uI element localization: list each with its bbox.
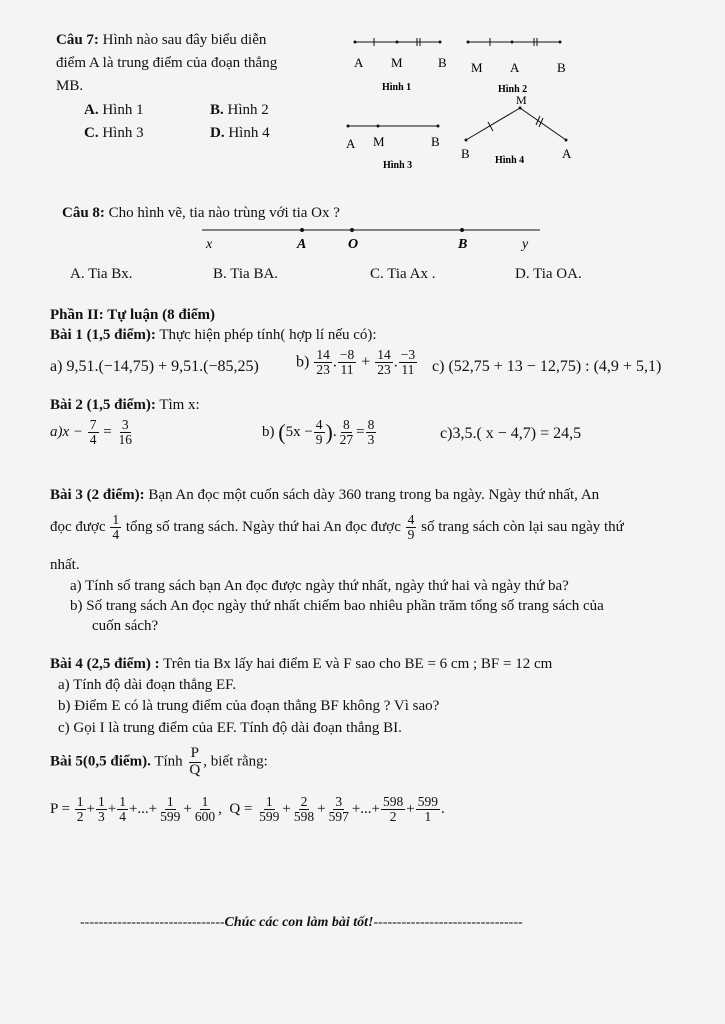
bai2-c-expr: 3,5.( x − 4,7) = 24,5 bbox=[452, 425, 582, 442]
q8-text: Cho hình vẽ, tia nào trùng với tia Ox ? bbox=[108, 205, 340, 221]
fig2-label-m: M bbox=[471, 60, 483, 75]
q7-option-a: A. Hình 1 bbox=[84, 102, 144, 118]
bai4-c: c) Gọi I là trung điểm của EF. Tính độ dài đoạn thẳng BI. bbox=[58, 720, 402, 736]
q7-option-c: C. Hình 3 bbox=[84, 125, 144, 141]
figure-3 bbox=[346, 125, 440, 172]
bai3-line1: Bài 3 (2 điểm): Bạn An đọc một cuốn sách dày 360 trang trong ba ngày. Ngày thứ nhất, An bbox=[50, 487, 600, 503]
q8-label-y: y bbox=[522, 237, 529, 252]
fig2-caption: Hình 2 bbox=[498, 84, 528, 95]
bai1-c-expr: (52,75 + 13 − 12,75) : (4,9 + 5,1) bbox=[448, 358, 662, 375]
q7-line3: MB. bbox=[56, 78, 84, 94]
figure-1 bbox=[354, 38, 448, 93]
fig3-label-m: M bbox=[373, 134, 385, 149]
fig4-label-b: B bbox=[461, 146, 470, 161]
bai4-a: a) Tính độ dài đoạn thẳng EF. bbox=[58, 677, 237, 693]
q8-label-x: x bbox=[206, 237, 213, 252]
bai1-heading: Bài 1 (1,5 điểm): Thực hiện phép tính( hợp lí nếu có): bbox=[50, 327, 377, 343]
bai4-b: b) Điểm E có là trung điểm của đoạn thẳng BF không ? Vì sao? bbox=[58, 698, 440, 714]
fig4-label-a: A bbox=[562, 146, 572, 161]
bai2-a: a)x − $\frac{7}{4}$ = $\frac{3}{16}$ bbox=[50, 417, 132, 448]
fig1-caption: Hình 1 bbox=[382, 82, 412, 93]
fig4-label-m: M bbox=[516, 93, 527, 107]
bai3-line3: nhất. bbox=[50, 557, 80, 573]
q7-title: Câu 7: bbox=[56, 32, 99, 48]
bai3-line2: đọc được $\frac{1}{4}$ tổng số trang sách. Ngày thứ hai An đọc được $\frac{4}{9}$ số trang sách còn lại sau ngày thứ bbox=[50, 512, 624, 543]
fig2-label-a: A bbox=[510, 60, 520, 75]
q8-label-o: O bbox=[348, 237, 359, 252]
footer bbox=[80, 915, 523, 931]
part2-title: Phần II: Tự luận (8 điểm) bbox=[50, 307, 216, 323]
q8-label-a: A bbox=[297, 237, 307, 252]
footer-dashes-left: ------------------------------- bbox=[80, 915, 225, 930]
q8-title: Câu 8: bbox=[62, 205, 105, 221]
q8-option-d: D. Tia OA. bbox=[515, 266, 582, 282]
bai1-a-expr: 9,51.(−14,75) + 9,51.(−85,25) bbox=[66, 358, 259, 375]
fig3-caption: Hình 3 bbox=[383, 160, 413, 171]
fig4-caption: Hình 4 bbox=[495, 155, 525, 166]
footer-dashes-right: -------------------------------- bbox=[373, 915, 523, 930]
q7-option-d: D. Hình 4 bbox=[210, 125, 270, 141]
fig2-label-b: B bbox=[557, 60, 566, 75]
fig1-label-a: A bbox=[354, 55, 364, 70]
fig1-label-b: B bbox=[438, 55, 447, 70]
bai5-p-expr: P = $\frac{1}{2}$ + $\frac{1}{3}$ + $\frac{1}{4}$ +...+ $\frac{1}{599}$ + $\frac{1}{600}$ , Q = $\frac{1}{599}$ + $\frac{2}{598}$ + $\frac{3}{597}$ +...+ $\frac{598}{2}$ + $\frac{599}{1}$ . bbox=[50, 794, 445, 825]
bai3-b2: cuốn sách? bbox=[92, 618, 159, 634]
q7-option-b: B. Hình 2 bbox=[210, 102, 269, 118]
fig3-label-b: B bbox=[431, 134, 440, 149]
q7-line2: điểm A là trung điểm của đoạn thẳng bbox=[56, 55, 278, 71]
q7-text1: Hình nào sau đây biểu diễn bbox=[102, 32, 267, 48]
q8-option-b: B. Tia BA. bbox=[213, 266, 279, 282]
figure-2 bbox=[467, 38, 567, 95]
q8-line-figure bbox=[200, 222, 545, 254]
q8-label-b: B bbox=[458, 237, 468, 252]
bai4-heading: Bài 4 (2,5 điểm) : Trên tia Bx lấy hai điểm E và F sao cho BE = 6 cm ; BF = 12 cm bbox=[50, 656, 553, 672]
q7-figures bbox=[340, 30, 580, 175]
fig1-label-m: M bbox=[391, 55, 403, 70]
bai1-c: c) (52,75 + 13 − 12,75) : (4,9 + 5,1) bbox=[432, 358, 662, 375]
q8-option-a: A. Tia Bx. bbox=[70, 266, 133, 282]
bai2-b: b) (5x − $\frac{4}{9}$ ). $\frac{8}{27}$ = $\frac{8}{3}$ bbox=[262, 417, 375, 448]
figure-4 bbox=[461, 93, 572, 166]
q7-line1 bbox=[56, 32, 266, 49]
bai3-a: a) Tính số trang sách bạn An đọc được ngày thứ nhất, ngày thứ hai và ngày thứ ba? bbox=[70, 578, 569, 594]
q8-option-c: C. Tia Ax . bbox=[370, 266, 436, 282]
fig3-label-a: A bbox=[346, 136, 356, 151]
bai2-c: c)3,5.( x − 4,7) = 24,5 bbox=[440, 425, 582, 442]
bai3-b1: b) Số trang sách An đọc ngày thứ nhất chiếm bao nhiêu phần trăm tổng số trang sách của bbox=[70, 598, 604, 614]
q8-question bbox=[62, 205, 340, 222]
bai1-b: b) $\frac{14}{23}$ . $\frac{-8}{11}$ + $\frac{14}{23}$ . $\frac{-3}{11}$ bbox=[296, 347, 416, 378]
footer-text: Chúc các con làm bài tốt! bbox=[224, 915, 374, 930]
bai5-heading: Bài 5(0,5 điểm). Tính $\frac{P}{Q}$ , biết rằng: bbox=[50, 745, 268, 778]
bai2-heading: Bài 2 (1,5 điểm): Tìm x: bbox=[50, 397, 200, 413]
bai1-a: a) 9,51.(−14,75) + 9,51.(−85,25) bbox=[50, 358, 259, 375]
